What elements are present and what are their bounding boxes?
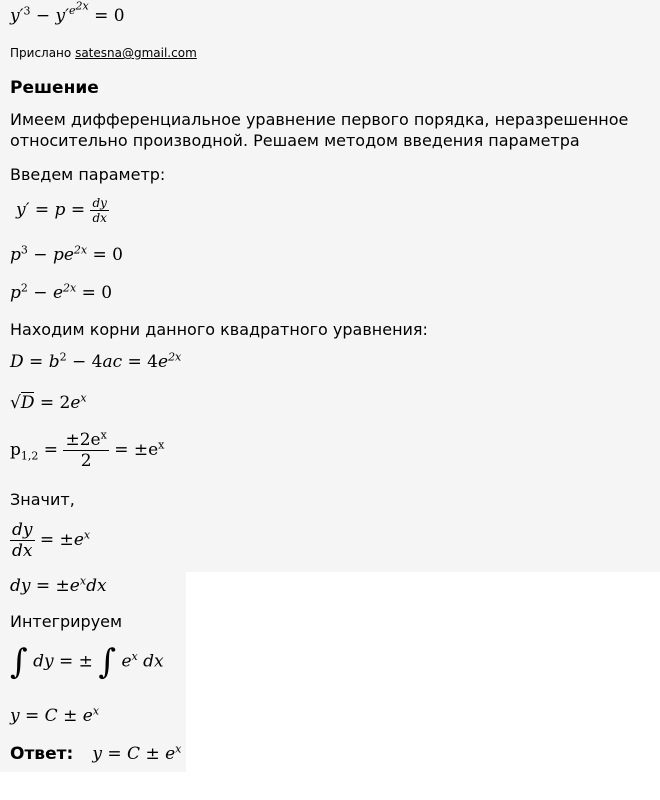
quadratic-equation: $p^2 - e^{2x} = 0$: [10, 281, 113, 303]
therefore-label: Значит,: [10, 490, 75, 509]
roots-equation: $p_{1,2}$ = $\frac{\pm 2e^x}{2}$ = $\pm e^x$: [10, 428, 165, 471]
dy-equation: dy = $\pm e^xdx$: [10, 574, 107, 596]
discriminant-equation: $D = b^2 - 4ac = 4e^{2x}$: [10, 350, 182, 372]
answer-line: Ответ: $y = C \pm e^x$: [10, 742, 182, 764]
sqrt-discriminant: $√D = 2e^x$: [10, 391, 87, 413]
param-equation: y′ = p = $\frac{dy}{dx}$: [16, 196, 107, 225]
solution-heading: Решение: [10, 78, 99, 98]
integrate-label: Интегрируем: [10, 612, 123, 631]
result-equation: $y = C \pm e^x$: [10, 704, 100, 726]
intro-line-1: Имеем дифференциальное уравнение первого порядка, неразрешенное: [10, 110, 629, 129]
problem-equation: $y'^3 - y'^{e^{2x}} = 0$: [10, 0, 125, 26]
sender-label: Прислано: [10, 46, 72, 60]
answer-equation: $y = C \pm e^x$: [92, 742, 182, 764]
answer-label: Ответ: [10, 744, 67, 764]
intro-line-2: относительно производной. Решаем методом введения параметра: [10, 131, 580, 150]
sender-line: [10, 46, 197, 60]
integral-equation: ∫ dy = ± ∫ $e^x$ dx: [10, 642, 164, 682]
roots-label: Находим корни данного квадратного уравнения:: [10, 320, 428, 339]
param-label: Введем параметр:: [10, 165, 166, 184]
dydx-equation: $\frac{dy}{dx}$ = $\pm e^x$: [12, 520, 91, 561]
sender-email-link[interactable]: satesna@gmail.com: [75, 46, 197, 60]
cubic-equation: $p^3 - pe^{2x} = 0$: [10, 243, 123, 265]
